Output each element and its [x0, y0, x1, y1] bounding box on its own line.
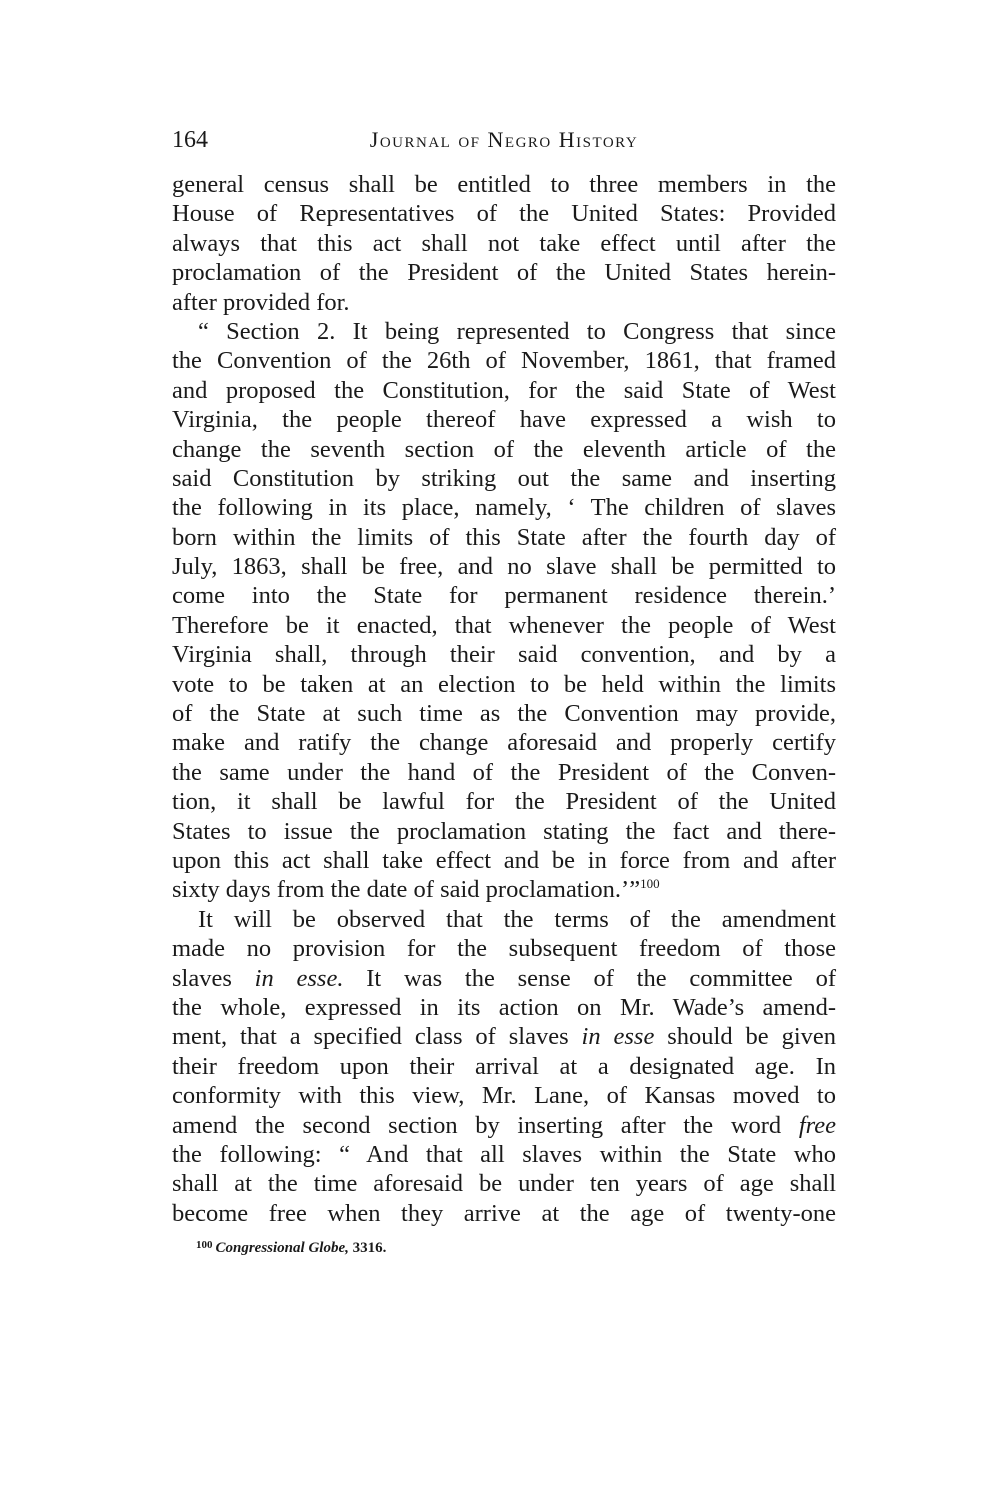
text-line: tion, it shall be lawful for the President of the United [172, 788, 836, 816]
text-line: shall at the time aforesaid be under ten years of age shall [172, 1170, 836, 1198]
footnote-source: Congressional Globe, [215, 1240, 349, 1256]
text-line-with-footnote-ref [172, 875, 836, 904]
footnote [196, 1234, 386, 1259]
paragraph-1 [172, 170, 836, 317]
italic-term: in esse. [254, 964, 344, 992]
text-line: made no provision for the subsequent freedom of those [172, 935, 836, 963]
text-line: the Convention of the 26th of November, 1861, that framed [172, 347, 836, 375]
body-text [172, 170, 836, 1228]
text-line: their freedom upon their arrival at a designated age. In [172, 1052, 836, 1080]
text-line: born within the limits of this State after the fourth day of [172, 523, 836, 551]
text-line: conformity with this view, Mr. Lane, of Kansas moved to [172, 1082, 836, 1110]
text-line: Therefore be it enacted, that whenever the people of West [172, 611, 836, 639]
text-line: House of Representatives of the United States: Provided [172, 200, 836, 228]
italic-term: free [798, 1111, 836, 1139]
text-line: change the seventh section of the eleventh article of the [172, 435, 836, 463]
text-line-with-italic [172, 964, 836, 993]
text-line: the same under the hand of the President of the Conven- [172, 758, 836, 786]
text-line: upon this act shall take effect and be in force from and after [172, 846, 836, 874]
text-line: and proposed the Constitution, for the said State of West [172, 376, 836, 404]
text-line: Virginia shall, through their said convention, and by a [172, 641, 836, 669]
text-line: general census shall be entitled to three members in the [172, 171, 836, 198]
text-line: “ Section 2. It being represented to Congress that since [198, 317, 836, 345]
journal-title: Journal of Negro History [369, 127, 639, 152]
text-segment: ment, that a specified class of slaves [172, 1023, 582, 1051]
text-line: come into the State for permanent residence therein.’ [172, 582, 836, 610]
text-line: said Constitution by striking out the same and inserting [172, 464, 836, 492]
text-segment: amend the second section by inserting after the word [172, 1111, 799, 1139]
running-head [172, 124, 836, 156]
page-number: 164 [172, 127, 208, 153]
text-line: It will be observed that the terms of the amendment [198, 905, 836, 933]
text-line: the following: “ And that all slaves within the State who [172, 1140, 836, 1168]
text-line: proclamation of the President of the United States herein- [172, 259, 836, 287]
italic-term: in esse [581, 1023, 655, 1051]
text-segment: slaves [172, 964, 255, 992]
text-line: the whole, expressed in its action on Mr. Wade’s amend- [172, 993, 836, 1021]
text-line: Virginia, the people thereof have expressed a wish to [172, 406, 836, 434]
text-line: of the State at such time as the Convention may provide, [172, 700, 836, 728]
text-segment: It was the sense of the committee of [343, 964, 837, 992]
footnote-reference[interactable]: 100 [640, 876, 660, 892]
text-line-with-italic [172, 1111, 836, 1140]
text-line-with-italic [172, 1022, 836, 1051]
paragraph-3 [172, 905, 836, 1228]
footnote-page: 3316. [348, 1240, 387, 1256]
text-line: always that this act shall not take effect until after the [172, 229, 836, 257]
text-line: vote to be taken at an election to be held within the limits [172, 670, 836, 698]
text-line: make and ratify the change aforesaid and properly certify [172, 729, 836, 757]
paragraph-2 [172, 317, 836, 905]
text-line: States to issue the proclamation stating the fact and there- [172, 817, 836, 845]
footnote-number: 100 [196, 1239, 213, 1251]
text-line: sixty days from the date of said proclamation.’” [172, 876, 641, 904]
text-line: the following in its place, namely, ‘ The children of slaves [172, 494, 836, 522]
text-line: July, 1863, shall be free, and no slave shall be permitted to [172, 553, 836, 581]
text-line: after provided for. [172, 288, 350, 316]
text-line: become free when they arrive at the age of twenty-one [172, 1199, 836, 1227]
text-segment: should be given [654, 1023, 837, 1051]
